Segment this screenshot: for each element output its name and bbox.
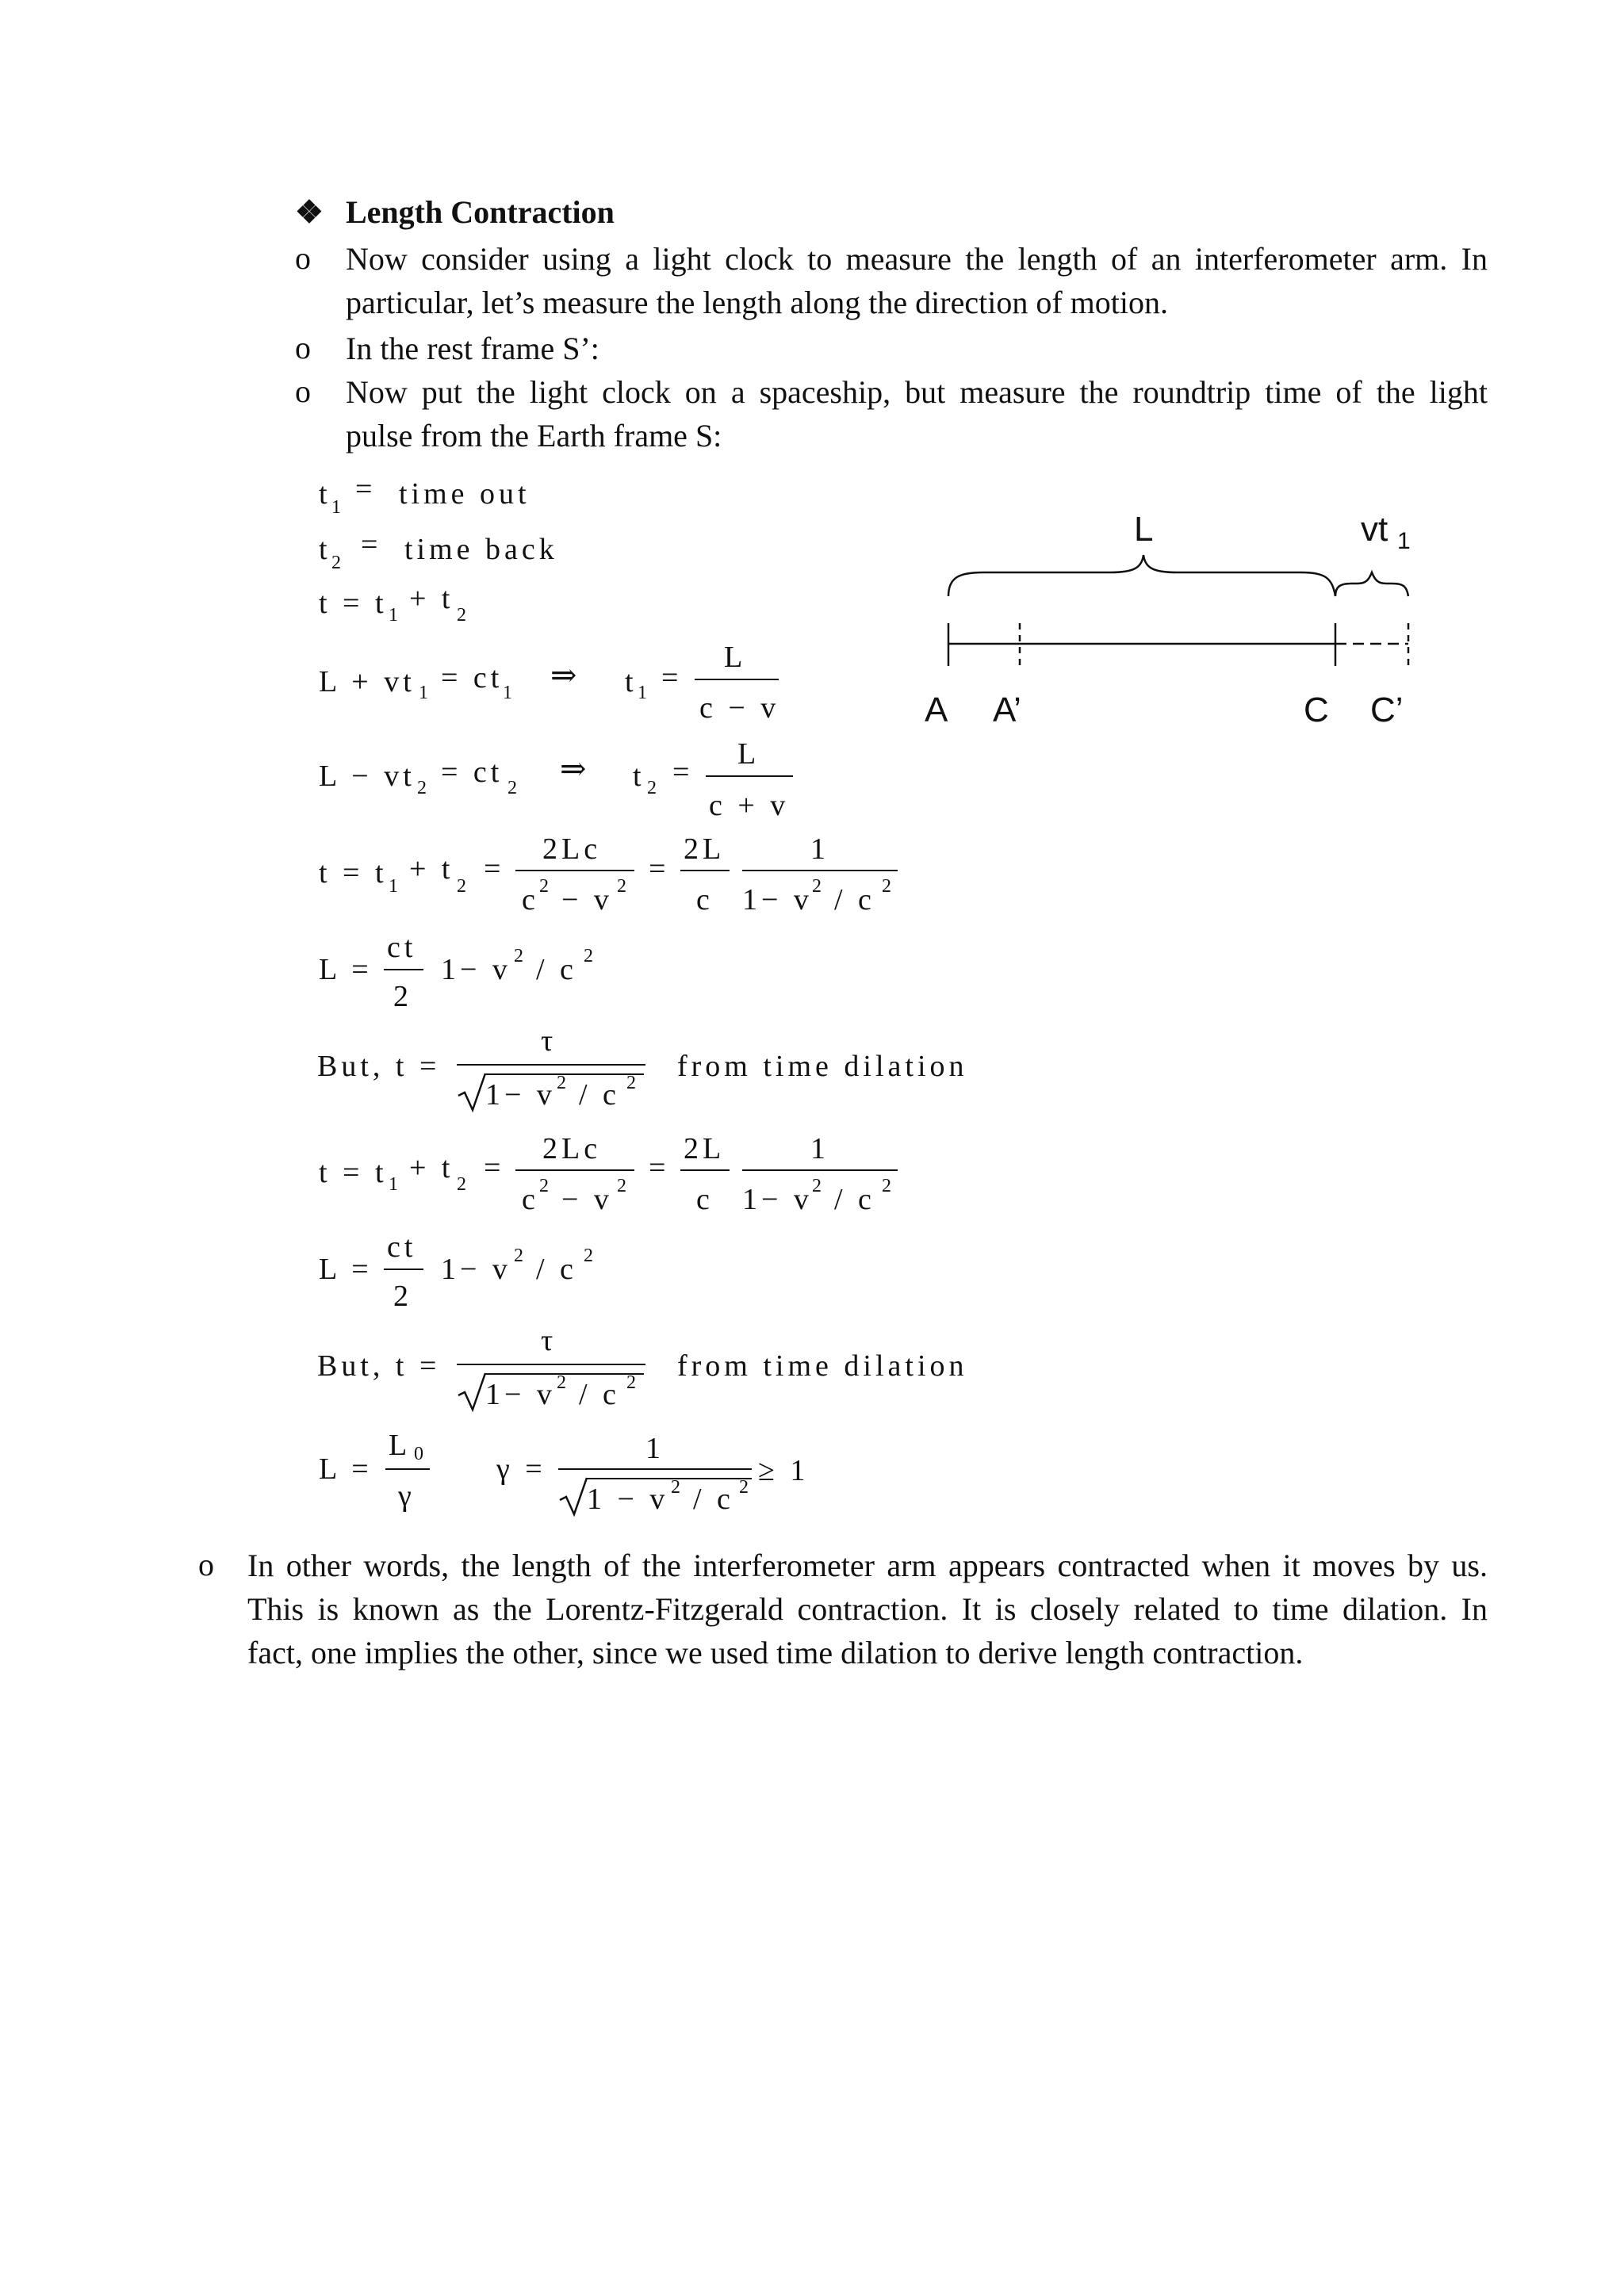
math-sup: 2 xyxy=(539,1176,549,1196)
math-sub: 1 xyxy=(389,605,398,626)
time-dilation-note: from time dilation xyxy=(677,1349,968,1383)
fraction-numerator: L xyxy=(724,641,747,674)
definition-t2: time back xyxy=(404,533,558,566)
list-marker: o xyxy=(295,240,311,276)
math-sub: 2 xyxy=(647,778,657,798)
fraction-bar xyxy=(457,1064,645,1066)
math-text: / c xyxy=(536,1253,577,1286)
label-vt: vt xyxy=(1361,510,1388,549)
math-text: t = t xyxy=(319,587,388,620)
math-sup: 2 xyxy=(514,1246,523,1266)
fraction-bar xyxy=(457,1364,645,1365)
conclusion-paragraph xyxy=(247,1544,1488,1674)
fraction-bar xyxy=(384,969,423,970)
label-vt-sub: 1 xyxy=(1397,528,1411,554)
radical-bar xyxy=(587,1478,752,1479)
math-text: t xyxy=(633,760,645,793)
label-point-a: A xyxy=(925,691,948,729)
fraction-bar xyxy=(742,870,898,871)
list-marker: o xyxy=(295,373,311,409)
fraction-bar xyxy=(742,1169,898,1171)
definition-t1: time out xyxy=(399,477,530,511)
math-text: But, t = xyxy=(317,1050,441,1083)
fraction-denominator: − v xyxy=(561,883,613,916)
math-text: = ct xyxy=(441,756,504,789)
math-text: = xyxy=(672,756,694,789)
text-line: In other words, the length of the interferometer arm appears contracted when it moves by us. xyxy=(247,1548,1488,1583)
math-text: + t xyxy=(409,582,454,615)
fraction-bar xyxy=(515,870,634,871)
fraction-denominator: 2 xyxy=(393,980,412,1013)
list-marker: o xyxy=(198,1547,214,1582)
fraction-denominator: c xyxy=(522,883,539,916)
math-text: = xyxy=(661,661,683,695)
label-point-a-prime: A’ xyxy=(993,691,1021,729)
fraction-denominator: / c xyxy=(834,883,875,916)
math-text: t xyxy=(625,665,638,698)
math-sub: 1 xyxy=(419,683,428,703)
math-sup: 2 xyxy=(557,1372,566,1393)
math-sup: 2 xyxy=(514,946,523,966)
fraction-denominator: 1− v xyxy=(485,1078,556,1112)
math-text: L + vt xyxy=(319,665,416,698)
math-sup: 2 xyxy=(882,1176,891,1196)
math-sup: 2 xyxy=(739,1477,749,1498)
math-text: L = xyxy=(319,1452,373,1486)
time-dilation-note: from time dilation xyxy=(677,1050,968,1083)
fraction-denominator: c xyxy=(696,883,714,916)
math-sub: 1 xyxy=(638,683,647,703)
math-text: t = t xyxy=(319,1156,388,1189)
math-sup: 2 xyxy=(557,1073,566,1093)
math-text: But, t = xyxy=(317,1349,441,1383)
text-line: Now put the light clock on a spaceship, but measure the roundtrip time of the light xyxy=(346,374,1488,410)
sqrt-sign xyxy=(457,1070,488,1113)
fraction-numerator: 2Lc xyxy=(542,1132,602,1165)
math-sub: 1 xyxy=(331,497,341,518)
geq-one: ≥ 1 xyxy=(758,1454,810,1487)
fraction-numerator: τ xyxy=(541,1324,557,1357)
math-text: = xyxy=(355,473,377,506)
math-sub: 0 xyxy=(414,1444,423,1464)
fraction-denominator: / c xyxy=(579,1378,620,1411)
text-line: Now consider using a light clock to measure the length of an interferometer arm. In xyxy=(346,241,1488,277)
text-line: In the rest frame S’: xyxy=(346,331,599,366)
math-text: = xyxy=(361,528,382,561)
math-sup: 2 xyxy=(626,1073,636,1093)
math-text: t xyxy=(319,477,331,511)
sqrt-sign xyxy=(558,1475,590,1517)
fraction-numerator: 2L xyxy=(684,832,726,866)
math-text: L = xyxy=(319,953,373,986)
brace-L xyxy=(948,555,1335,596)
math-sup: 2 xyxy=(671,1477,680,1498)
math-sub: 2 xyxy=(457,605,466,626)
text-line: particular, let’s measure the length along the direction of motion. xyxy=(346,285,1168,320)
fraction-denominator: c − v xyxy=(699,691,780,725)
math-text: + t xyxy=(409,1151,454,1184)
math-sub: 1 xyxy=(389,1174,398,1195)
fraction-numerator: 2L xyxy=(684,1132,726,1165)
math-text: 1− v xyxy=(441,1253,511,1286)
math-text: = xyxy=(649,1151,670,1184)
list-marker: o xyxy=(295,330,311,365)
sqrt-sign xyxy=(457,1370,488,1413)
math-sub: 2 xyxy=(331,553,341,573)
math-sub: 2 xyxy=(508,778,517,798)
fraction-denominator: 1− v xyxy=(742,883,813,916)
math-sup: 2 xyxy=(584,1246,593,1266)
fraction-bar xyxy=(680,1169,730,1171)
fraction-numerator: L xyxy=(737,737,760,771)
math-text: / c xyxy=(536,953,577,986)
label-L: L xyxy=(1134,510,1154,549)
fraction-denominator: / c xyxy=(579,1078,620,1112)
fraction-bar xyxy=(385,1468,430,1470)
fraction-denominator: 1− v xyxy=(742,1183,813,1216)
text-line: pulse from the Earth frame S: xyxy=(346,418,722,453)
fraction-bar xyxy=(680,870,730,871)
fraction-numerator: 2Lc xyxy=(542,832,602,866)
math-sup: 2 xyxy=(812,876,822,897)
fraction-denominator: / c xyxy=(834,1183,875,1216)
math-text: L = xyxy=(319,1253,373,1286)
fraction-denominator: c + v xyxy=(709,789,790,822)
math-text: = xyxy=(649,852,670,886)
math-sup: 2 xyxy=(539,876,549,897)
fraction-numerator: 1 xyxy=(810,1132,829,1165)
math-text: t xyxy=(319,533,331,566)
math-sub: 2 xyxy=(457,1174,466,1195)
implies-arrow: ⇒ xyxy=(560,751,591,786)
math-text: 1− v xyxy=(441,953,511,986)
fraction-denominator: γ xyxy=(398,1479,416,1513)
text-line: fact, one implies the other, since we used time dilation to derive length contraction. xyxy=(247,1635,1304,1670)
fraction-bar xyxy=(558,1468,752,1470)
fraction-bar xyxy=(515,1169,634,1171)
fraction-denominator: 2 xyxy=(393,1280,412,1313)
fraction-numerator: L xyxy=(389,1429,412,1462)
math-sub: 1 xyxy=(389,876,398,897)
fraction-denominator: / c xyxy=(693,1483,734,1516)
fraction-numerator: τ xyxy=(541,1024,557,1058)
fraction-numerator: 1 xyxy=(810,832,829,866)
math-sup: 2 xyxy=(617,876,626,897)
text-line: This is known as the Lorentz-Fitzgerald contraction. It is closely related to time dilation. In xyxy=(247,1591,1488,1627)
math-sup: 2 xyxy=(626,1372,636,1393)
fraction-denominator: c xyxy=(522,1183,539,1216)
math-text: = ct xyxy=(441,661,504,695)
math-text: = xyxy=(484,1151,505,1184)
math-sup: 2 xyxy=(584,946,593,966)
fraction-denominator: c xyxy=(696,1183,714,1216)
brace-vt1 xyxy=(1335,572,1408,596)
math-sup: 2 xyxy=(617,1176,626,1196)
fraction-bar xyxy=(384,1269,423,1270)
math-text: L − vt xyxy=(319,760,416,793)
math-sub: 1 xyxy=(503,683,512,703)
label-point-c-prime: C’ xyxy=(1370,691,1404,729)
fraction-numerator: 1 xyxy=(645,1432,665,1465)
math-sub: 2 xyxy=(457,876,466,897)
math-sub: 2 xyxy=(417,778,427,798)
fraction-numerator: ct xyxy=(387,1230,417,1264)
diamond-bullet-icon: ❖ xyxy=(295,194,324,230)
math-text: t = t xyxy=(319,856,388,890)
math-sup: 2 xyxy=(812,1176,822,1196)
math-text: γ = xyxy=(496,1452,546,1486)
math-text: = xyxy=(484,852,505,886)
math-text: + t xyxy=(409,852,454,886)
fraction-denominator: 1 − v xyxy=(587,1483,669,1516)
fraction-denominator: 1− v xyxy=(485,1378,556,1411)
fraction-denominator: − v xyxy=(561,1183,613,1216)
fraction-numerator: ct xyxy=(387,931,417,964)
heading-text: Length Contraction xyxy=(346,194,615,230)
label-point-c: C xyxy=(1304,691,1329,729)
arm-diagram xyxy=(0,0,1624,761)
math-sup: 2 xyxy=(882,876,891,897)
implies-arrow: ⇒ xyxy=(550,657,581,693)
fraction-bar xyxy=(706,775,793,777)
